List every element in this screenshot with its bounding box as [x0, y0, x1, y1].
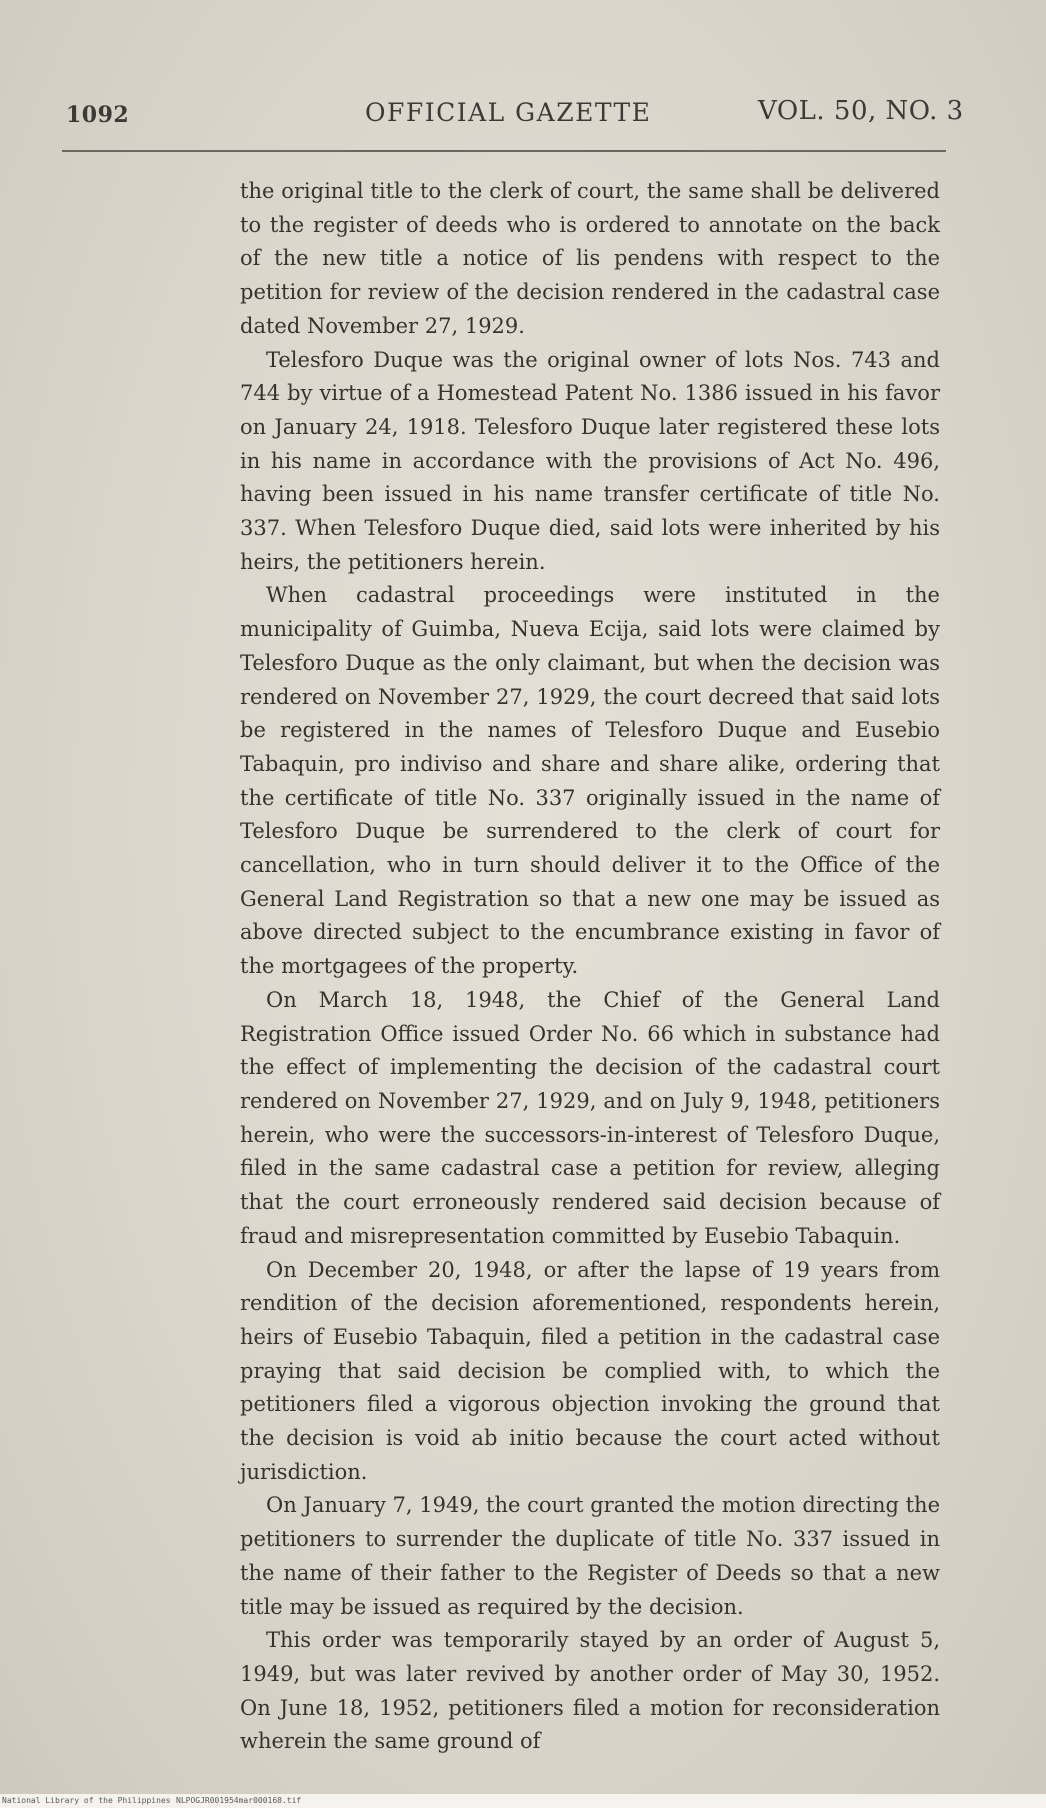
body-text: [240, 175, 940, 1759]
volume-issue: VOL. 50, NO. 3: [758, 96, 964, 126]
publication-title: OFFICIAL GAZETTE: [365, 98, 652, 127]
library-credit: National Library of the Philippines: [2, 1796, 171, 1805]
scan-footer: [0, 1794, 1046, 1808]
paragraph: On January 7, 1949, the court granted the motion directing the petitioners to surrender the duplicate of title No. 337 issued in the name of their father to the Register of Deeds so that a new title may be issued as required by the decision.: [240, 1493, 940, 1619]
page-number: 1092: [66, 102, 130, 128]
page-header: [0, 92, 1046, 136]
scan-filename: NLPOGJR001954mar000168.tif: [176, 1796, 302, 1805]
paragraph: Telesforo Duque was the original owner of lots Nos. 743 and 744 by virtue of a Homestead Patent No. 1386 issued in his favor on January 24, 1918. Telesforo Duque later registered these lots in his name in accordance with the provisions of Act No. 496, having been issued in his name transfer certificate of title No. 337. When Telesforo Duque died, said lots were inherited by his heirs, the petitioners herein.: [240, 347, 940, 574]
paragraph: On March 18, 1948, the Chief of the General Land Registration Office issued Order No. 66 which in substance had the effect of implementing the decision of the cadastral court rendered on November 27, 1929, and on July 9, 1948, petitioners herein, who were the successors-in-interest of Telesforo Duque, filed in the same cadastral case a petition for review, alleging that the court erroneously rendered said decision because of fraud and misrepresentation committed by Eusebio Tabaquin.: [240, 987, 940, 1248]
paragraph: the original title to the clerk of court, the same shall be delivered to the register of deeds who is ordered to annotate on the back of the new title a notice of lis pendens with respect to the petition for review of the decision rendered in the cadastral case dated November 27, 1929.: [240, 179, 940, 338]
header-rule: [62, 150, 946, 152]
paragraph: When cadastral proceedings were instituted in the municipality of Guimba, Nueva Ecija, said lots were claimed by Telesforo Duque as the only claimant, but when the decision was rendered on November 27, 1929, the court decreed that said lots be registered in the names of Telesforo Duque and Eusebio Tabaquin, pro indiviso and share and share alike, ordering that the certificate of title No. 337 originally issued in the name of Telesforo Duque be surrendered to the clerk of court for cancellation, who in turn should deliver it to the Office of the General Land Registration so that a new one may be issued as above directed subject to the encumbrance existing in favor of the mortgagees of the property.: [240, 583, 940, 979]
paragraph: This order was temporarily stayed by an order of August 5, 1949, but was later revived by another order of May 30, 1952. On June 18, 1952, petitioners filed a motion for reconsideration wherein the same ground of: [240, 1628, 940, 1754]
paragraph: On December 20, 1948, or after the lapse of 19 years from rendition of the decision aforementioned, respondents herein, heirs of Eusebio Tabaquin, filed a petition in the cadastral case praying that said decision be complied with, to which the petitioners filed a vigorous objection invoking the ground that the decision is void ab initio because the court acted without jurisdiction.: [240, 1257, 940, 1484]
